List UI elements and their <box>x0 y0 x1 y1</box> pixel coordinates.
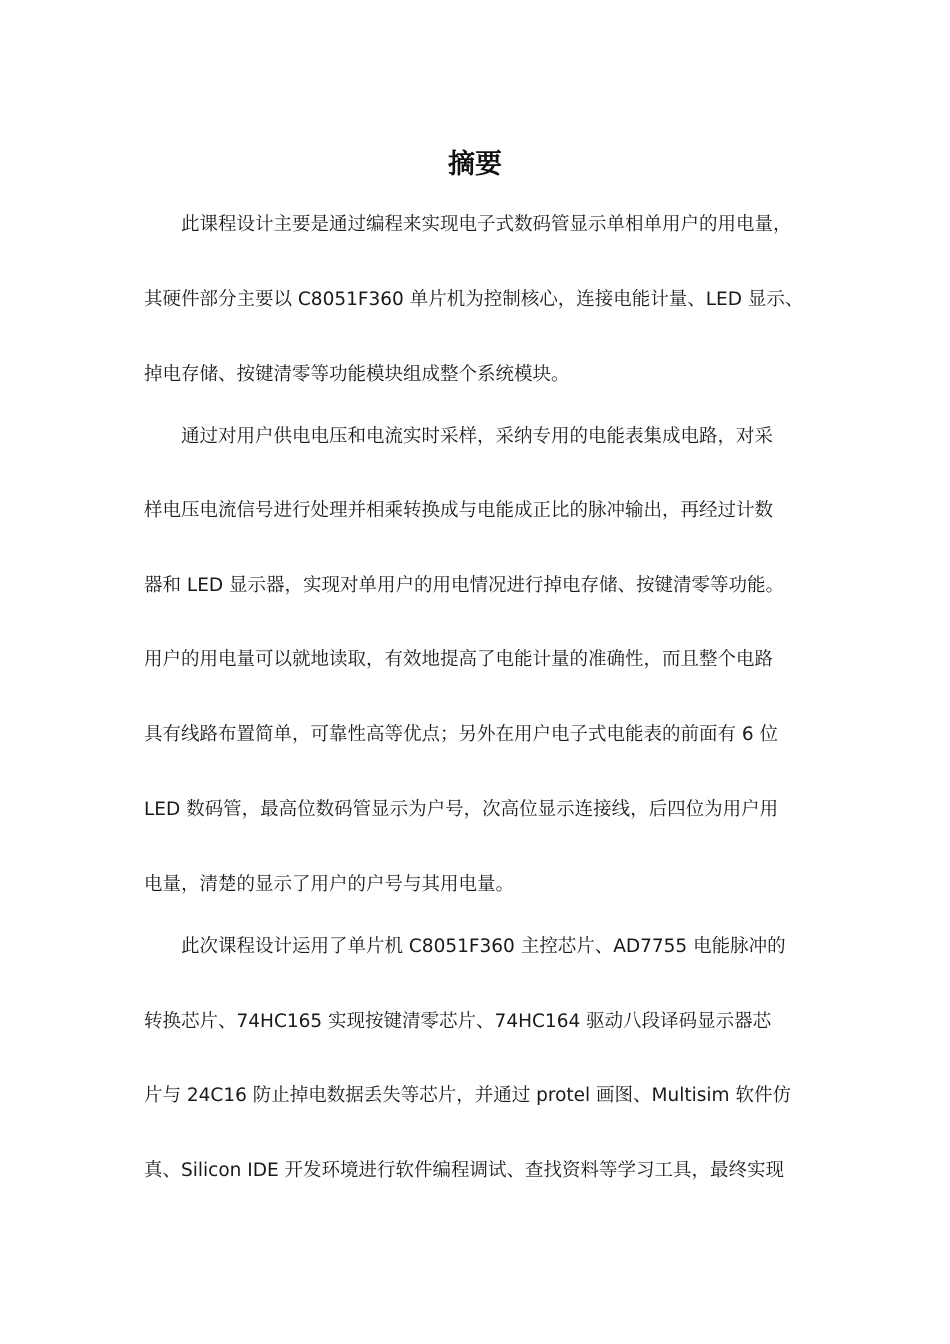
paragraph-2-line-1: 通过对用户供电电压和电流实时采样，采纳专用的电能表集成电路，对采 <box>181 426 774 447</box>
page-title: 摘要 <box>448 149 502 180</box>
paragraph-3-line-4: 真、Silicon IDE 开发环境进行软件编程调试、查找资料等学习工具，最终实现 <box>144 1160 785 1181</box>
paragraph-2-line-4: 用户的用电量可以就地读取，有效地提高了电能计量的准确性，而且整个电路 <box>144 649 774 670</box>
paragraph-2-line-6: LED 数码管，最高位数码管显示为户号，次高位显示连接线，后四位为用户用 <box>144 799 779 820</box>
paragraph-3-line-1: 此次课程设计运用了单片机 C8051F360 主控芯片、AD7755 电能脉冲的 <box>181 936 786 957</box>
paragraph-1-line-2: 其硬件部分主要以 C8051F360 单片机为控制核心，连接电能计量、LED 显示、 <box>144 289 804 310</box>
paragraph-1-line-1: 此课程设计主要是通过编程来实现电子式数码管显示单相单用户的用电量， <box>181 214 792 235</box>
paragraph-3-line-3: 片与 24C16 防止掉电数据丢失等芯片，并通过 protel 画图、Multisim 软件仿 <box>144 1085 791 1106</box>
paragraph-2-line-2: 样电压电流信号进行处理并相乘转换成与电能成正比的脉冲输出，再经过计数 <box>144 500 774 521</box>
paragraph-3-line-2: 转换芯片、74HC165 实现按键清零芯片、74HC164 驱动八段译码显示器芯 <box>144 1011 772 1032</box>
paragraph-1-line-3: 掉电存储、按键清零等功能模块组成整个系统模块。 <box>144 364 570 385</box>
paragraph-2-line-3: 器和 LED 显示器，实现对单用户的用电情况进行掉电存储、按键清零等功能。 <box>144 575 785 596</box>
paragraph-2-line-7: 电量，清楚的显示了用户的户号与其用电量。 <box>144 874 515 895</box>
paragraph-2-line-5: 具有线路布置简单，可靠性高等优点；另外在用户电子式电能表的前面有 6 位 <box>144 724 779 745</box>
